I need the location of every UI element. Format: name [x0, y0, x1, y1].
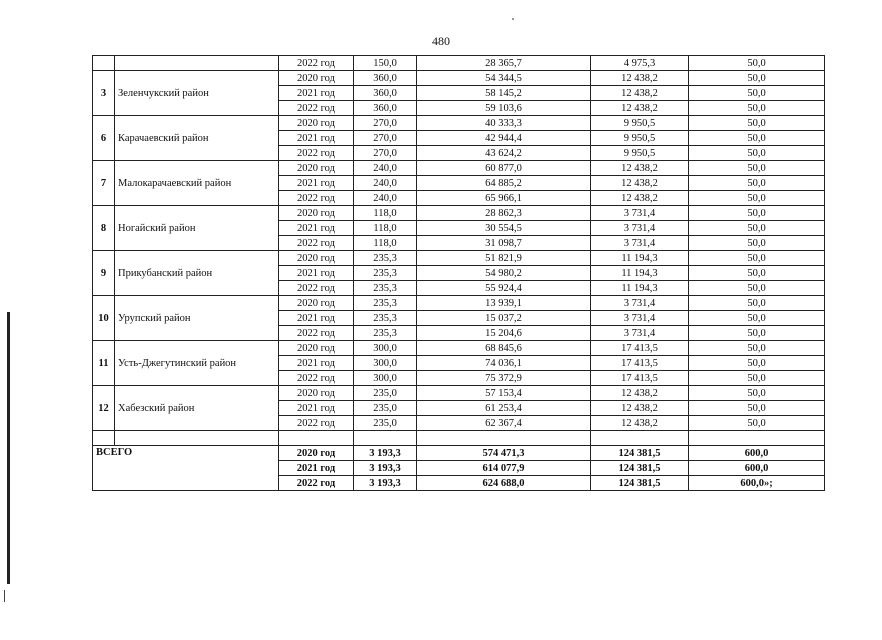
subsidy-cell: 17 413,5 [591, 356, 689, 371]
subsidy-cell: 9 950,5 [591, 146, 689, 161]
total-label: ВСЕГО [93, 446, 279, 491]
year-cell: 2020 год [279, 71, 354, 86]
year-cell: 2021 год [279, 461, 354, 476]
year-cell: 2021 год [279, 86, 354, 101]
amount-cell: 54 344,5 [417, 71, 591, 86]
empty-cell [115, 431, 279, 446]
year-cell: 2022 год [279, 476, 354, 491]
area-cell: 3 193,3 [354, 446, 417, 461]
area-cell: 118,0 [354, 236, 417, 251]
rate-cell: 50,0 [689, 191, 825, 206]
area-cell: 235,0 [354, 416, 417, 431]
table-row [93, 161, 825, 176]
amount-cell: 75 372,9 [417, 371, 591, 386]
amount-cell: 59 103,6 [417, 101, 591, 116]
area-cell: 360,0 [354, 71, 417, 86]
subsidy-cell: 124 381,5 [591, 446, 689, 461]
empty-cell [417, 431, 591, 446]
subsidy-cell: 12 438,2 [591, 86, 689, 101]
amount-cell: 62 367,4 [417, 416, 591, 431]
rate-cell: 50,0 [689, 221, 825, 236]
area-cell: 300,0 [354, 356, 417, 371]
rate-cell: 50,0 [689, 296, 825, 311]
scan-edge-tick [4, 590, 5, 602]
amount-cell: 43 624,2 [417, 146, 591, 161]
rate-cell: 50,0 [689, 326, 825, 341]
year-cell: 2022 год [279, 101, 354, 116]
rate-cell: 50,0 [689, 251, 825, 266]
subsidy-cell: 11 194,3 [591, 266, 689, 281]
year-cell: 2022 год [279, 371, 354, 386]
area-cell: 3 193,3 [354, 476, 417, 491]
district-number: 12 [93, 386, 115, 431]
year-cell: 2021 год [279, 266, 354, 281]
year-cell: 2020 год [279, 161, 354, 176]
rate-cell: 50,0 [689, 86, 825, 101]
subsidy-cell: 3 731,4 [591, 311, 689, 326]
district-name: Ногайский район [115, 206, 279, 251]
subsidy-cell: 9 950,5 [591, 116, 689, 131]
subsidy-cell: 3 731,4 [591, 221, 689, 236]
rate-cell: 50,0 [689, 236, 825, 251]
subsidy-cell: 3 731,4 [591, 326, 689, 341]
subsidy-cell: 124 381,5 [591, 461, 689, 476]
district-name: Прикубанский район [115, 251, 279, 296]
rate-cell: 50,0 [689, 56, 825, 71]
area-cell: 240,0 [354, 176, 417, 191]
table-row [93, 296, 825, 311]
table-row [93, 341, 825, 356]
amount-cell: 57 153,4 [417, 386, 591, 401]
rate-cell: 600,0 [689, 461, 825, 476]
rate-cell: 50,0 [689, 371, 825, 386]
amount-cell: 42 944,4 [417, 131, 591, 146]
empty-cell [354, 431, 417, 446]
subsidy-cell: 12 438,2 [591, 386, 689, 401]
empty-cell [689, 431, 825, 446]
area-cell: 235,3 [354, 266, 417, 281]
subsidy-cell: 12 438,2 [591, 416, 689, 431]
page-number: 480 [432, 34, 450, 48]
area-cell: 150,0 [354, 56, 417, 71]
rate-cell: 600,0 [689, 446, 825, 461]
amount-cell: 28 862,3 [417, 206, 591, 221]
amount-cell: 54 980,2 [417, 266, 591, 281]
year-cell: 2021 год [279, 176, 354, 191]
rate-cell: 50,0 [689, 311, 825, 326]
empty-cell [93, 431, 115, 446]
rate-cell: 50,0 [689, 116, 825, 131]
amount-cell: 15 037,2 [417, 311, 591, 326]
subsidy-cell: 17 413,5 [591, 371, 689, 386]
district-name: Усть-Джегутинский район [115, 341, 279, 386]
district-number: 6 [93, 116, 115, 161]
district-number: 10 [93, 296, 115, 341]
year-cell: 2020 год [279, 251, 354, 266]
table-row [93, 386, 825, 401]
rate-cell: 50,0 [689, 146, 825, 161]
area-cell: 360,0 [354, 86, 417, 101]
district-number: 8 [93, 206, 115, 251]
rate-cell: 50,0 [689, 131, 825, 146]
year-cell: 2021 год [279, 356, 354, 371]
rate-cell: 50,0 [689, 281, 825, 296]
year-cell: 2021 год [279, 311, 354, 326]
empty-cell [279, 431, 354, 446]
subsidy-cell: 17 413,5 [591, 341, 689, 356]
spacer-row [93, 431, 825, 446]
district-name: Малокарачаевский район [115, 161, 279, 206]
year-cell: 2020 год [279, 446, 354, 461]
subsidy-cell: 12 438,2 [591, 71, 689, 86]
rate-cell: 50,0 [689, 416, 825, 431]
amount-cell: 68 845,6 [417, 341, 591, 356]
amount-cell: 51 821,9 [417, 251, 591, 266]
table-row [93, 206, 825, 221]
amount-cell: 574 471,3 [417, 446, 591, 461]
district-number: 11 [93, 341, 115, 386]
amount-cell: 31 098,7 [417, 236, 591, 251]
amount-cell: 13 939,1 [417, 296, 591, 311]
amount-cell: 614 077,9 [417, 461, 591, 476]
table-row [93, 116, 825, 131]
area-cell: 235,0 [354, 401, 417, 416]
area-cell: 235,0 [354, 386, 417, 401]
area-cell: 240,0 [354, 161, 417, 176]
year-cell: 2020 год [279, 386, 354, 401]
table-row [93, 71, 825, 86]
subsidy-cell: 11 194,3 [591, 281, 689, 296]
amount-cell: 55 924,4 [417, 281, 591, 296]
area-cell: 3 193,3 [354, 461, 417, 476]
year-cell: 2021 год [279, 131, 354, 146]
rate-cell: 50,0 [689, 356, 825, 371]
year-cell: 2020 год [279, 116, 354, 131]
scan-dot [512, 18, 514, 20]
subsidy-cell: 3 731,4 [591, 206, 689, 221]
amount-cell: 58 145,2 [417, 86, 591, 101]
year-cell: 2020 год [279, 296, 354, 311]
year-cell: 2022 год [279, 56, 354, 71]
area-cell: 235,3 [354, 326, 417, 341]
area-cell: 240,0 [354, 191, 417, 206]
subsidy-cell: 12 438,2 [591, 401, 689, 416]
rate-cell: 50,0 [689, 71, 825, 86]
total-row [93, 446, 825, 461]
rate-cell: 50,0 [689, 101, 825, 116]
subsidy-cell: 3 731,4 [591, 296, 689, 311]
subsidy-cell: 12 438,2 [591, 191, 689, 206]
year-cell: 2021 год [279, 221, 354, 236]
year-cell: 2022 год [279, 281, 354, 296]
year-cell: 2022 год [279, 191, 354, 206]
year-cell: 2022 год [279, 416, 354, 431]
amount-cell: 40 333,3 [417, 116, 591, 131]
scan-edge-mark [7, 312, 10, 584]
district-name [115, 56, 279, 71]
amount-cell: 65 966,1 [417, 191, 591, 206]
subsidy-cell: 3 731,4 [591, 236, 689, 251]
area-cell: 235,3 [354, 311, 417, 326]
year-cell: 2022 год [279, 146, 354, 161]
table-row [93, 251, 825, 266]
subsidy-cell: 12 438,2 [591, 161, 689, 176]
area-cell: 270,0 [354, 146, 417, 161]
district-number: 3 [93, 71, 115, 116]
area-cell: 235,3 [354, 281, 417, 296]
amount-cell: 60 877,0 [417, 161, 591, 176]
table-body [93, 56, 825, 491]
year-cell: 2022 год [279, 236, 354, 251]
amount-cell: 64 885,2 [417, 176, 591, 191]
area-cell: 300,0 [354, 371, 417, 386]
area-cell: 360,0 [354, 101, 417, 116]
district-name: Хабезский район [115, 386, 279, 431]
area-cell: 235,3 [354, 251, 417, 266]
empty-cell [591, 431, 689, 446]
subsidy-cell: 9 950,5 [591, 131, 689, 146]
rate-cell: 50,0 [689, 266, 825, 281]
year-cell: 2020 год [279, 206, 354, 221]
amount-cell: 15 204,6 [417, 326, 591, 341]
table-row [93, 56, 825, 71]
rate-cell: 600,0»; [689, 476, 825, 491]
district-number [93, 56, 115, 71]
area-cell: 235,3 [354, 296, 417, 311]
rate-cell: 50,0 [689, 176, 825, 191]
area-cell: 270,0 [354, 131, 417, 146]
subsidy-cell: 12 438,2 [591, 101, 689, 116]
amount-cell: 61 253,4 [417, 401, 591, 416]
amount-cell: 624 688,0 [417, 476, 591, 491]
district-name: Карачаевский район [115, 116, 279, 161]
rate-cell: 50,0 [689, 341, 825, 356]
budget-table [92, 55, 825, 491]
rate-cell: 50,0 [689, 161, 825, 176]
rate-cell: 50,0 [689, 206, 825, 221]
district-number: 9 [93, 251, 115, 296]
rate-cell: 50,0 [689, 401, 825, 416]
amount-cell: 28 365,7 [417, 56, 591, 71]
year-cell: 2020 год [279, 341, 354, 356]
district-name: Урупский район [115, 296, 279, 341]
rate-cell: 50,0 [689, 386, 825, 401]
subsidy-cell: 11 194,3 [591, 251, 689, 266]
district-name: Зеленчукский район [115, 71, 279, 116]
amount-cell: 30 554,5 [417, 221, 591, 236]
year-cell: 2021 год [279, 401, 354, 416]
subsidy-cell: 124 381,5 [591, 476, 689, 491]
area-cell: 118,0 [354, 206, 417, 221]
amount-cell: 74 036,1 [417, 356, 591, 371]
subsidy-cell: 4 975,3 [591, 56, 689, 71]
area-cell: 118,0 [354, 221, 417, 236]
area-cell: 300,0 [354, 341, 417, 356]
year-cell: 2022 год [279, 326, 354, 341]
district-number: 7 [93, 161, 115, 206]
subsidy-cell: 12 438,2 [591, 176, 689, 191]
area-cell: 270,0 [354, 116, 417, 131]
